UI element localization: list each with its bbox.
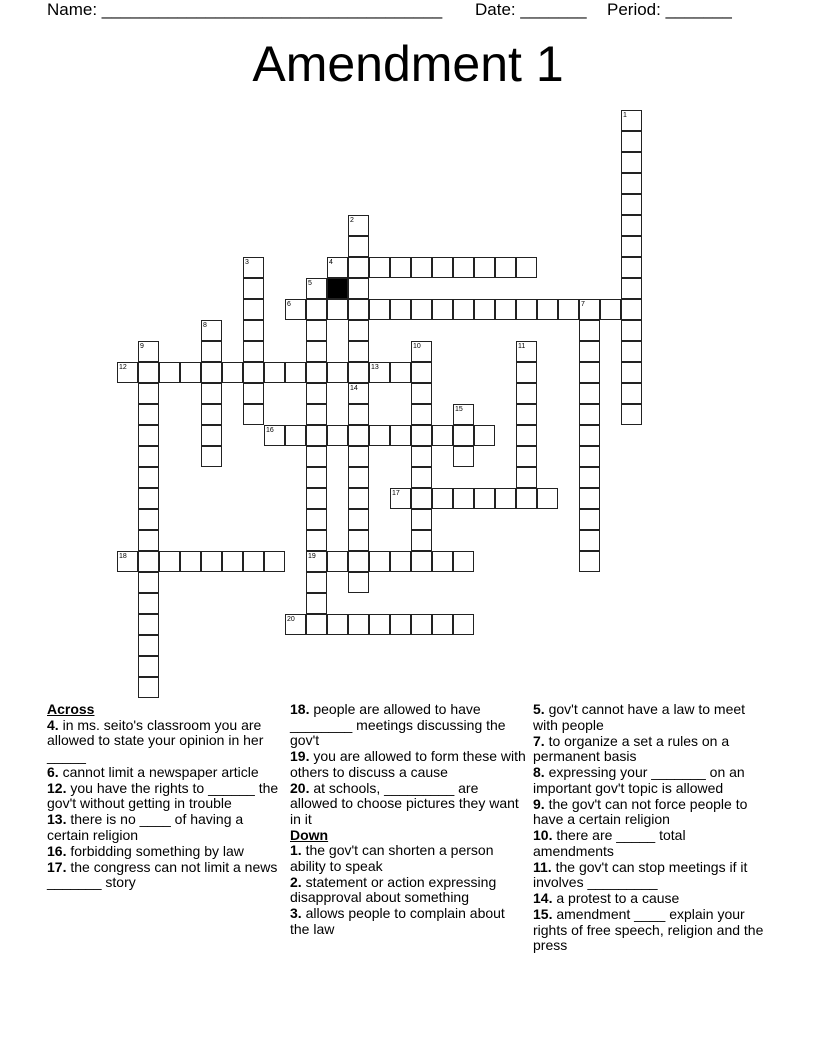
clues-column-1 (47, 702, 283, 891)
grid-cell[interactable] (411, 257, 432, 278)
across-heading: Across (47, 701, 95, 717)
grid-cell[interactable] (243, 362, 264, 383)
grid-cell[interactable] (348, 404, 369, 425)
grid-cell[interactable] (432, 299, 453, 320)
across-clue-text: the congress can not limit a news _______ story (47, 858, 278, 890)
down-clue-text: expressing your _______ on an important gov't topic is allowed (533, 764, 745, 796)
across-clue-text: cannot limit a newspaper article (58, 763, 259, 780)
clue-number-label: 17 (392, 490, 400, 497)
grid-cell[interactable] (411, 467, 432, 488)
grid-cell[interactable] (138, 425, 159, 446)
down-clue-number: 14. (533, 890, 553, 906)
grid-cell[interactable] (453, 257, 474, 278)
grid-cell[interactable] (243, 341, 264, 362)
grid-cell[interactable] (348, 362, 369, 383)
down-clue-number: 11. (533, 858, 552, 875)
grid-cell[interactable] (516, 488, 537, 509)
across-clue-text: people are allowed to have ________ meetings discussing the gov't (290, 701, 506, 748)
grid-cell[interactable] (201, 425, 222, 446)
clues-column-3 (533, 702, 769, 954)
down-clue-text: gov't cannot have a law to meet with people (533, 701, 746, 733)
across-clue-number: 18. (290, 701, 310, 717)
grid-cell[interactable] (285, 362, 306, 383)
down-clue-10 (533, 907, 769, 954)
down-clue-number: 1. (290, 842, 302, 858)
grid-cell[interactable] (453, 488, 474, 509)
grid-cell[interactable] (138, 551, 159, 572)
down-clue-4 (533, 734, 769, 765)
down-clue-6 (533, 797, 769, 828)
grid-cell[interactable] (621, 362, 642, 383)
name-field[interactable]: Name: ____________________________________ (47, 0, 443, 19)
down-clue-number: 7. (533, 732, 545, 749)
clues-column-2 (290, 702, 526, 938)
across-clue-0 (47, 718, 283, 765)
across-clue-8 (290, 781, 526, 828)
grid-cell[interactable] (579, 446, 600, 467)
down-clue-text: allows people to complain about the law (290, 905, 505, 937)
down-clue-text: amendment ____ explain your rights of free speech, religion and the press (533, 906, 764, 953)
grid-cell[interactable] (138, 614, 159, 635)
across-clue-6 (290, 702, 526, 749)
grid-cell[interactable] (306, 341, 327, 362)
date-field[interactable]: Date: _______ (475, 0, 587, 19)
down-clue-number: 3. (290, 905, 302, 921)
grid-cell[interactable] (180, 551, 201, 572)
grid-cell[interactable] (453, 299, 474, 320)
grid-cell[interactable] (201, 341, 222, 362)
grid-cell[interactable] (411, 488, 432, 509)
grid-cell[interactable] (306, 593, 327, 614)
down-heading: Down (290, 826, 329, 843)
grid-cell[interactable] (621, 173, 642, 194)
down-clue-0 (290, 843, 526, 874)
grid-cell[interactable] (432, 257, 453, 278)
down-clue-number: 2. (290, 873, 302, 890)
clue-number-label: 10 (413, 343, 421, 350)
clue-number-label: 7 (581, 301, 585, 308)
grid-cell[interactable] (201, 383, 222, 404)
across-clue-5 (47, 860, 283, 891)
grid-cell[interactable] (243, 551, 264, 572)
grid-cell[interactable] (348, 425, 369, 446)
grid-cell[interactable] (579, 509, 600, 530)
clue-number-label: 4 (329, 259, 333, 266)
grid-cell[interactable] (621, 152, 642, 173)
grid-cell[interactable] (579, 362, 600, 383)
clue-number-label: 6 (287, 301, 291, 308)
clue-number-label: 13 (371, 364, 379, 371)
grid-cell[interactable] (516, 446, 537, 467)
grid-cell[interactable] (138, 509, 159, 530)
grid-cell[interactable] (159, 551, 180, 572)
clue-number-label: 16 (266, 427, 274, 434)
grid-cell[interactable] (516, 362, 537, 383)
grid-cell[interactable] (558, 299, 579, 320)
down-clue-number: 5. (533, 701, 545, 717)
grid-cell[interactable] (138, 593, 159, 614)
across-clue-number: 13. (47, 811, 67, 827)
grid-cell[interactable] (537, 488, 558, 509)
grid-cell[interactable] (138, 635, 159, 656)
grid-cell[interactable] (306, 362, 327, 383)
grid-cell[interactable] (138, 572, 159, 593)
grid-cell[interactable] (579, 404, 600, 425)
grid-cell[interactable] (390, 425, 411, 446)
grid-cell[interactable] (579, 425, 600, 446)
grid-cell[interactable] (138, 383, 159, 404)
down-clue-text: the gov't can shorten a person ability to speak (290, 842, 494, 874)
grid-cell[interactable] (306, 446, 327, 467)
grid-cell[interactable] (411, 362, 432, 383)
grid-cell[interactable] (432, 551, 453, 572)
grid-cell[interactable] (411, 446, 432, 467)
grid-cell[interactable] (201, 446, 222, 467)
grid-cell[interactable] (306, 509, 327, 530)
grid-cell[interactable] (306, 404, 327, 425)
grid-cell[interactable] (222, 551, 243, 572)
grid-cell[interactable] (579, 530, 600, 551)
clue-number-label: 8 (203, 322, 207, 329)
clue-number-label: 1 (623, 112, 627, 119)
grid-cell[interactable] (138, 488, 159, 509)
grid-cell[interactable] (306, 383, 327, 404)
grid-cell[interactable] (306, 530, 327, 551)
down-clue-text: there are _____ total amendments (533, 827, 686, 859)
grid-cell[interactable] (453, 446, 474, 467)
grid-cell[interactable] (243, 404, 264, 425)
grid-cell[interactable] (390, 299, 411, 320)
clue-number-label: 11 (518, 343, 526, 350)
grid-cell[interactable] (474, 299, 495, 320)
grid-cell[interactable] (621, 194, 642, 215)
grid-cell[interactable] (348, 278, 369, 299)
grid-cell[interactable] (537, 299, 558, 320)
grid-cell[interactable] (306, 425, 327, 446)
grid-cell[interactable] (201, 362, 222, 383)
grid-cell[interactable] (411, 425, 432, 446)
grid-cell[interactable] (621, 299, 642, 320)
grid-cell[interactable] (348, 257, 369, 278)
across-clue-number: 19. (290, 748, 310, 764)
period-field[interactable]: Period: _______ (607, 0, 732, 19)
across-clue-text: forbidding something by law (66, 842, 244, 859)
down-clue-2 (290, 906, 526, 937)
down-clue-number: 8. (533, 764, 545, 780)
grid-cell[interactable] (138, 656, 159, 677)
grid-cell[interactable] (411, 383, 432, 404)
grid-cell[interactable] (327, 551, 348, 572)
grid-cell[interactable] (579, 341, 600, 362)
grid-cell[interactable] (495, 488, 516, 509)
grid-cell[interactable] (285, 425, 306, 446)
down-clue-number: 10. (533, 827, 553, 843)
clue-number-label: 2 (350, 217, 354, 224)
grid-cell[interactable] (495, 257, 516, 278)
grid-cell[interactable] (138, 467, 159, 488)
grid-cell[interactable] (474, 488, 495, 509)
grid-cell[interactable] (159, 362, 180, 383)
grid-cell[interactable] (306, 614, 327, 635)
grid-cell[interactable] (138, 362, 159, 383)
grid-cell[interactable] (621, 278, 642, 299)
grid-cell[interactable] (348, 236, 369, 257)
puzzle-title: Amendment 1 (252, 36, 564, 92)
grid-cell[interactable] (348, 551, 369, 572)
grid-cell[interactable] (138, 404, 159, 425)
grid-cell[interactable] (243, 278, 264, 299)
grid-cell[interactable] (579, 320, 600, 341)
grid-cell[interactable] (621, 341, 642, 362)
grid-cell[interactable] (516, 299, 537, 320)
grid-cell[interactable] (621, 404, 642, 425)
grid-cell[interactable] (516, 425, 537, 446)
clue-number-label: 15 (455, 406, 463, 413)
down-clue-1 (290, 875, 526, 906)
grid-cell[interactable] (327, 299, 348, 320)
grid-cell[interactable] (453, 425, 474, 446)
grid-cell[interactable] (348, 446, 369, 467)
grid-cell[interactable] (516, 404, 537, 425)
across-clue-1 (47, 765, 283, 781)
down-clue-text: the gov't can not force people to have a certain religion (533, 795, 748, 827)
grid-cell[interactable] (243, 383, 264, 404)
grid-cell[interactable] (432, 425, 453, 446)
grid-cell[interactable] (369, 551, 390, 572)
grid-cell[interactable] (348, 572, 369, 593)
down-clue-9 (533, 891, 769, 907)
clue-number-label: 12 (119, 364, 127, 371)
across-clue-number: 4. (47, 716, 59, 733)
grid-cell[interactable] (516, 383, 537, 404)
grid-cell[interactable] (390, 362, 411, 383)
grid-cell[interactable] (474, 425, 495, 446)
clue-number-label: 19 (308, 553, 316, 560)
grid-cell[interactable] (579, 467, 600, 488)
grid-cell[interactable] (264, 551, 285, 572)
grid-cell[interactable] (348, 488, 369, 509)
grid-cell[interactable] (306, 299, 327, 320)
grid-cell[interactable] (390, 614, 411, 635)
grid-cell[interactable] (138, 530, 159, 551)
grid-cell[interactable] (306, 572, 327, 593)
grid-cell[interactable] (369, 425, 390, 446)
clue-number-label: 3 (245, 259, 249, 266)
grid-cell[interactable] (621, 236, 642, 257)
across-clue-7 (290, 749, 526, 780)
grid-cell[interactable] (621, 383, 642, 404)
grid-cell[interactable] (411, 299, 432, 320)
down-clue-number: 9. (533, 795, 545, 812)
grid-cell[interactable] (411, 509, 432, 530)
down-clue-text: the gov't can stop meetings if it involves _________ (533, 858, 748, 890)
grid-cell[interactable] (411, 614, 432, 635)
down-clue-text: statement or action expressing disapproval about something (290, 873, 497, 905)
grid-cell[interactable] (621, 257, 642, 278)
grid-cell[interactable] (369, 614, 390, 635)
down-clue-number: 15. (533, 906, 553, 922)
across-clue-number: 6. (47, 763, 59, 780)
grid-cell[interactable] (390, 257, 411, 278)
grid-cell[interactable] (621, 215, 642, 236)
grid-cell[interactable] (306, 320, 327, 341)
grid-cell[interactable] (495, 299, 516, 320)
grid-cell[interactable] (579, 551, 600, 572)
grid-cell[interactable] (348, 320, 369, 341)
clue-number-label: 5 (308, 280, 312, 287)
grid-cell[interactable] (516, 257, 537, 278)
grid-cell[interactable] (579, 488, 600, 509)
grid-cell[interactable] (138, 677, 159, 698)
grid-cell[interactable] (453, 551, 474, 572)
grid-cell[interactable] (327, 614, 348, 635)
across-clue-text: you have the rights to ______ the gov't without getting in trouble (47, 779, 279, 811)
grid-cell[interactable] (201, 551, 222, 572)
grid-cell[interactable] (579, 383, 600, 404)
grid-cell[interactable] (516, 467, 537, 488)
grid-cell[interactable] (432, 488, 453, 509)
down-clue-8 (533, 860, 769, 891)
grid-cell[interactable] (369, 257, 390, 278)
grid-cell[interactable] (243, 320, 264, 341)
black-square (327, 278, 348, 299)
across-clue-text: there is no ____ of having a certain religion (47, 811, 244, 843)
grid-cell[interactable] (348, 341, 369, 362)
across-clue-number: 16. (47, 842, 67, 859)
grid-cell[interactable] (180, 362, 201, 383)
grid-cell[interactable] (201, 404, 222, 425)
across-clue-number: 17. (47, 858, 67, 875)
grid-cell[interactable] (243, 299, 264, 320)
grid-cell[interactable] (369, 299, 390, 320)
grid-cell[interactable] (306, 488, 327, 509)
down-clue-7 (533, 828, 769, 859)
across-clue-text: in ms. seito's classroom you are allowed to state your opinion in her _____ (47, 716, 264, 764)
grid-cell[interactable] (348, 299, 369, 320)
grid-cell[interactable] (348, 509, 369, 530)
grid-cell[interactable] (600, 299, 621, 320)
grid-cell[interactable] (327, 362, 348, 383)
grid-cell[interactable] (411, 404, 432, 425)
across-clue-3 (47, 812, 283, 843)
grid-cell[interactable] (474, 257, 495, 278)
grid-cell[interactable] (306, 467, 327, 488)
grid-cell[interactable] (621, 320, 642, 341)
down-clue-3 (533, 702, 769, 733)
across-clue-text: at schools, _________ are allowed to choose pictures they want in it (290, 779, 519, 827)
grid-cell[interactable] (621, 131, 642, 152)
across-clue-number: 20. (290, 779, 310, 796)
down-clue-5 (533, 765, 769, 796)
clue-number-label: 14 (350, 385, 358, 392)
clue-number-label: 20 (287, 616, 295, 623)
grid-cell[interactable] (327, 425, 348, 446)
clue-number-label: 9 (140, 343, 144, 350)
grid-cell[interactable] (432, 614, 453, 635)
grid-cell[interactable] (264, 362, 285, 383)
clue-number-label: 18 (119, 553, 127, 560)
grid-cell[interactable] (222, 362, 243, 383)
grid-cell[interactable] (348, 530, 369, 551)
across-clue-2 (47, 781, 283, 812)
grid-cell[interactable] (411, 530, 432, 551)
across-clue-4 (47, 844, 283, 860)
grid-cell[interactable] (138, 446, 159, 467)
down-clue-text: a protest to a cause (552, 890, 680, 906)
grid-cell[interactable] (453, 614, 474, 635)
grid-cell[interactable] (390, 551, 411, 572)
grid-cell[interactable] (411, 551, 432, 572)
grid-cell[interactable] (348, 467, 369, 488)
across-clue-text: you are allowed to form these with others to discuss a cause (290, 748, 526, 780)
down-clue-text: to organize a set a rules on a permanent basis (533, 732, 730, 764)
across-clue-number: 12. (47, 779, 67, 796)
grid-cell[interactable] (348, 614, 369, 635)
